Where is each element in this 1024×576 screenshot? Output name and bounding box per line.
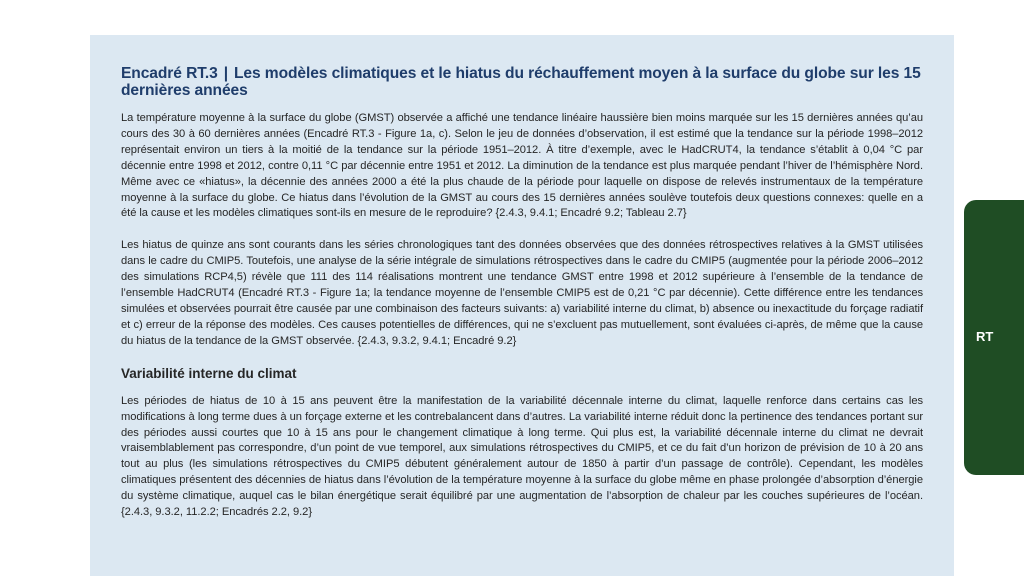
subheading: Variabilité interne du climat xyxy=(121,365,297,381)
box-title xyxy=(121,65,923,99)
side-tab-label: RT xyxy=(976,329,994,344)
box-title-text: Les modèles climatiques et le hiatus du réchauffement moyen à la surface du globe sur les 15 dernières années xyxy=(121,65,921,99)
section-side-tab xyxy=(964,200,1024,475)
paragraph-2: Les hiatus de quinze ans sont courants dans les séries chronologiques tant des données observées que des données rétrospectives relatives à la GMST utilisées dans le cadre du CMIP5. Toutefois, une analyse de la série intégrale de simulations rétrospectives dans le cadre du CMIP5 (augmentée pour la période 2006–2012 des simulations RCP4,5) révèle que 111 des 114 réalisations montrent une tendance GMST entre 1998 et 2012 supérieure à l’ensemble de la tendance de l’ensemble HadCRUT4 (Encadré RT.3 - Figure 1a; la tendance moyenne de l’ensemble CMIP5 est de 0,21 °C par décennie). Cette différence entre les tendances simulées et observées pourrait être causée par une combinaison des facteurs suivants: a) variabilité interne du climat, b) absence ou inexactitude du forçage radiatif et c) erreur de la réponse des modèles. Ces causes potentielles de différences, qui ne s’excluent pas mutuellement, sont évaluées ci-après, de même que la cause du hiatus de la tendance de la GMST observée. {2.4.3, 9.3.2, 9.4.1; Encadré 9.2} xyxy=(121,239,923,347)
text-box xyxy=(90,35,954,576)
title-separator: | xyxy=(223,65,228,82)
box-title-label: Encadré RT.3 xyxy=(121,65,218,82)
paragraph-3: Les périodes de hiatus de 10 à 15 ans peuvent être la manifestation de la variabilité décennale interne du climat, laquelle renforce dans certains cas les modifications à long terme dues à un forçage externe et les contrebalancent dans d’autres. La variabilité interne réduit donc la pertinence des tendances portant sur des périodes aussi courtes que 10 à 15 ans pour le changement climatique à long terme. Qui plus est, la variabilité décennale interne du climat ne devrait vraisemblablement pas correspondre, d’un point de vue temporel, aux simulations rétrospectives du CMIP5, et ce du fait d’un horizon de prévision de 10 à 20 ans tout au plus (les simulations rétrospectives du CMIP5 débutent généralement autour de 1850 à partir d’un passage de contrôle). Cependant, les modèles climatiques présentent des décennies de hiatus dans l’évolution de la température moyenne à la surface du globe même en phase prolongée d’absorption d’énergie du système climatique, auquel cas le bilan énergétique serait équilibré par une augmentation de l’absorption de chaleur par les couches supérieures de l’océan. {2.4.3, 9.3.2, 11.2.2; Encadrés 2.2, 9.2} xyxy=(121,394,923,519)
paragraph-1: La température moyenne à la surface du globe (GMST) observée a affiché une tendance linéaire haussière bien moins marquée sur les 15 dernières années qu’au cours des 30 à 60 dernières années (Encadré RT.3 - Figure 1a, c). Selon le jeu de données d’observation, il est estimé que la tendance sur la période 1998–2012 représentait environ un tiers à la moitié de la tendance sur la période 1951–2012. À titre d’exemple, avec le HadCRUT4, la tendance s’établit à 0,04 °C par décennie entre 1998 et 2012, contre 0,11 °C par décennie entre 1951 et 2012. La diminution de la tendance est plus marquée pendant l’hiver de l’hémisphère Nord. Même avec ce «hiatus», la décennie des années 2000 a été la plus chaude de la période pour laquelle on dispose de relevés instrumentaux de la température moyenne à la surface du globe. Ce hiatus dans l’évolution de la GMST au cours des 15 dernières années soulève toutefois deux questions connexes: quelle en a été la cause et les modèles climatiques sont-ils en mesure de le reproduire? {2.4.3, 9.4.1; Encadré 9.2; Tableau 2.7} xyxy=(121,112,923,220)
